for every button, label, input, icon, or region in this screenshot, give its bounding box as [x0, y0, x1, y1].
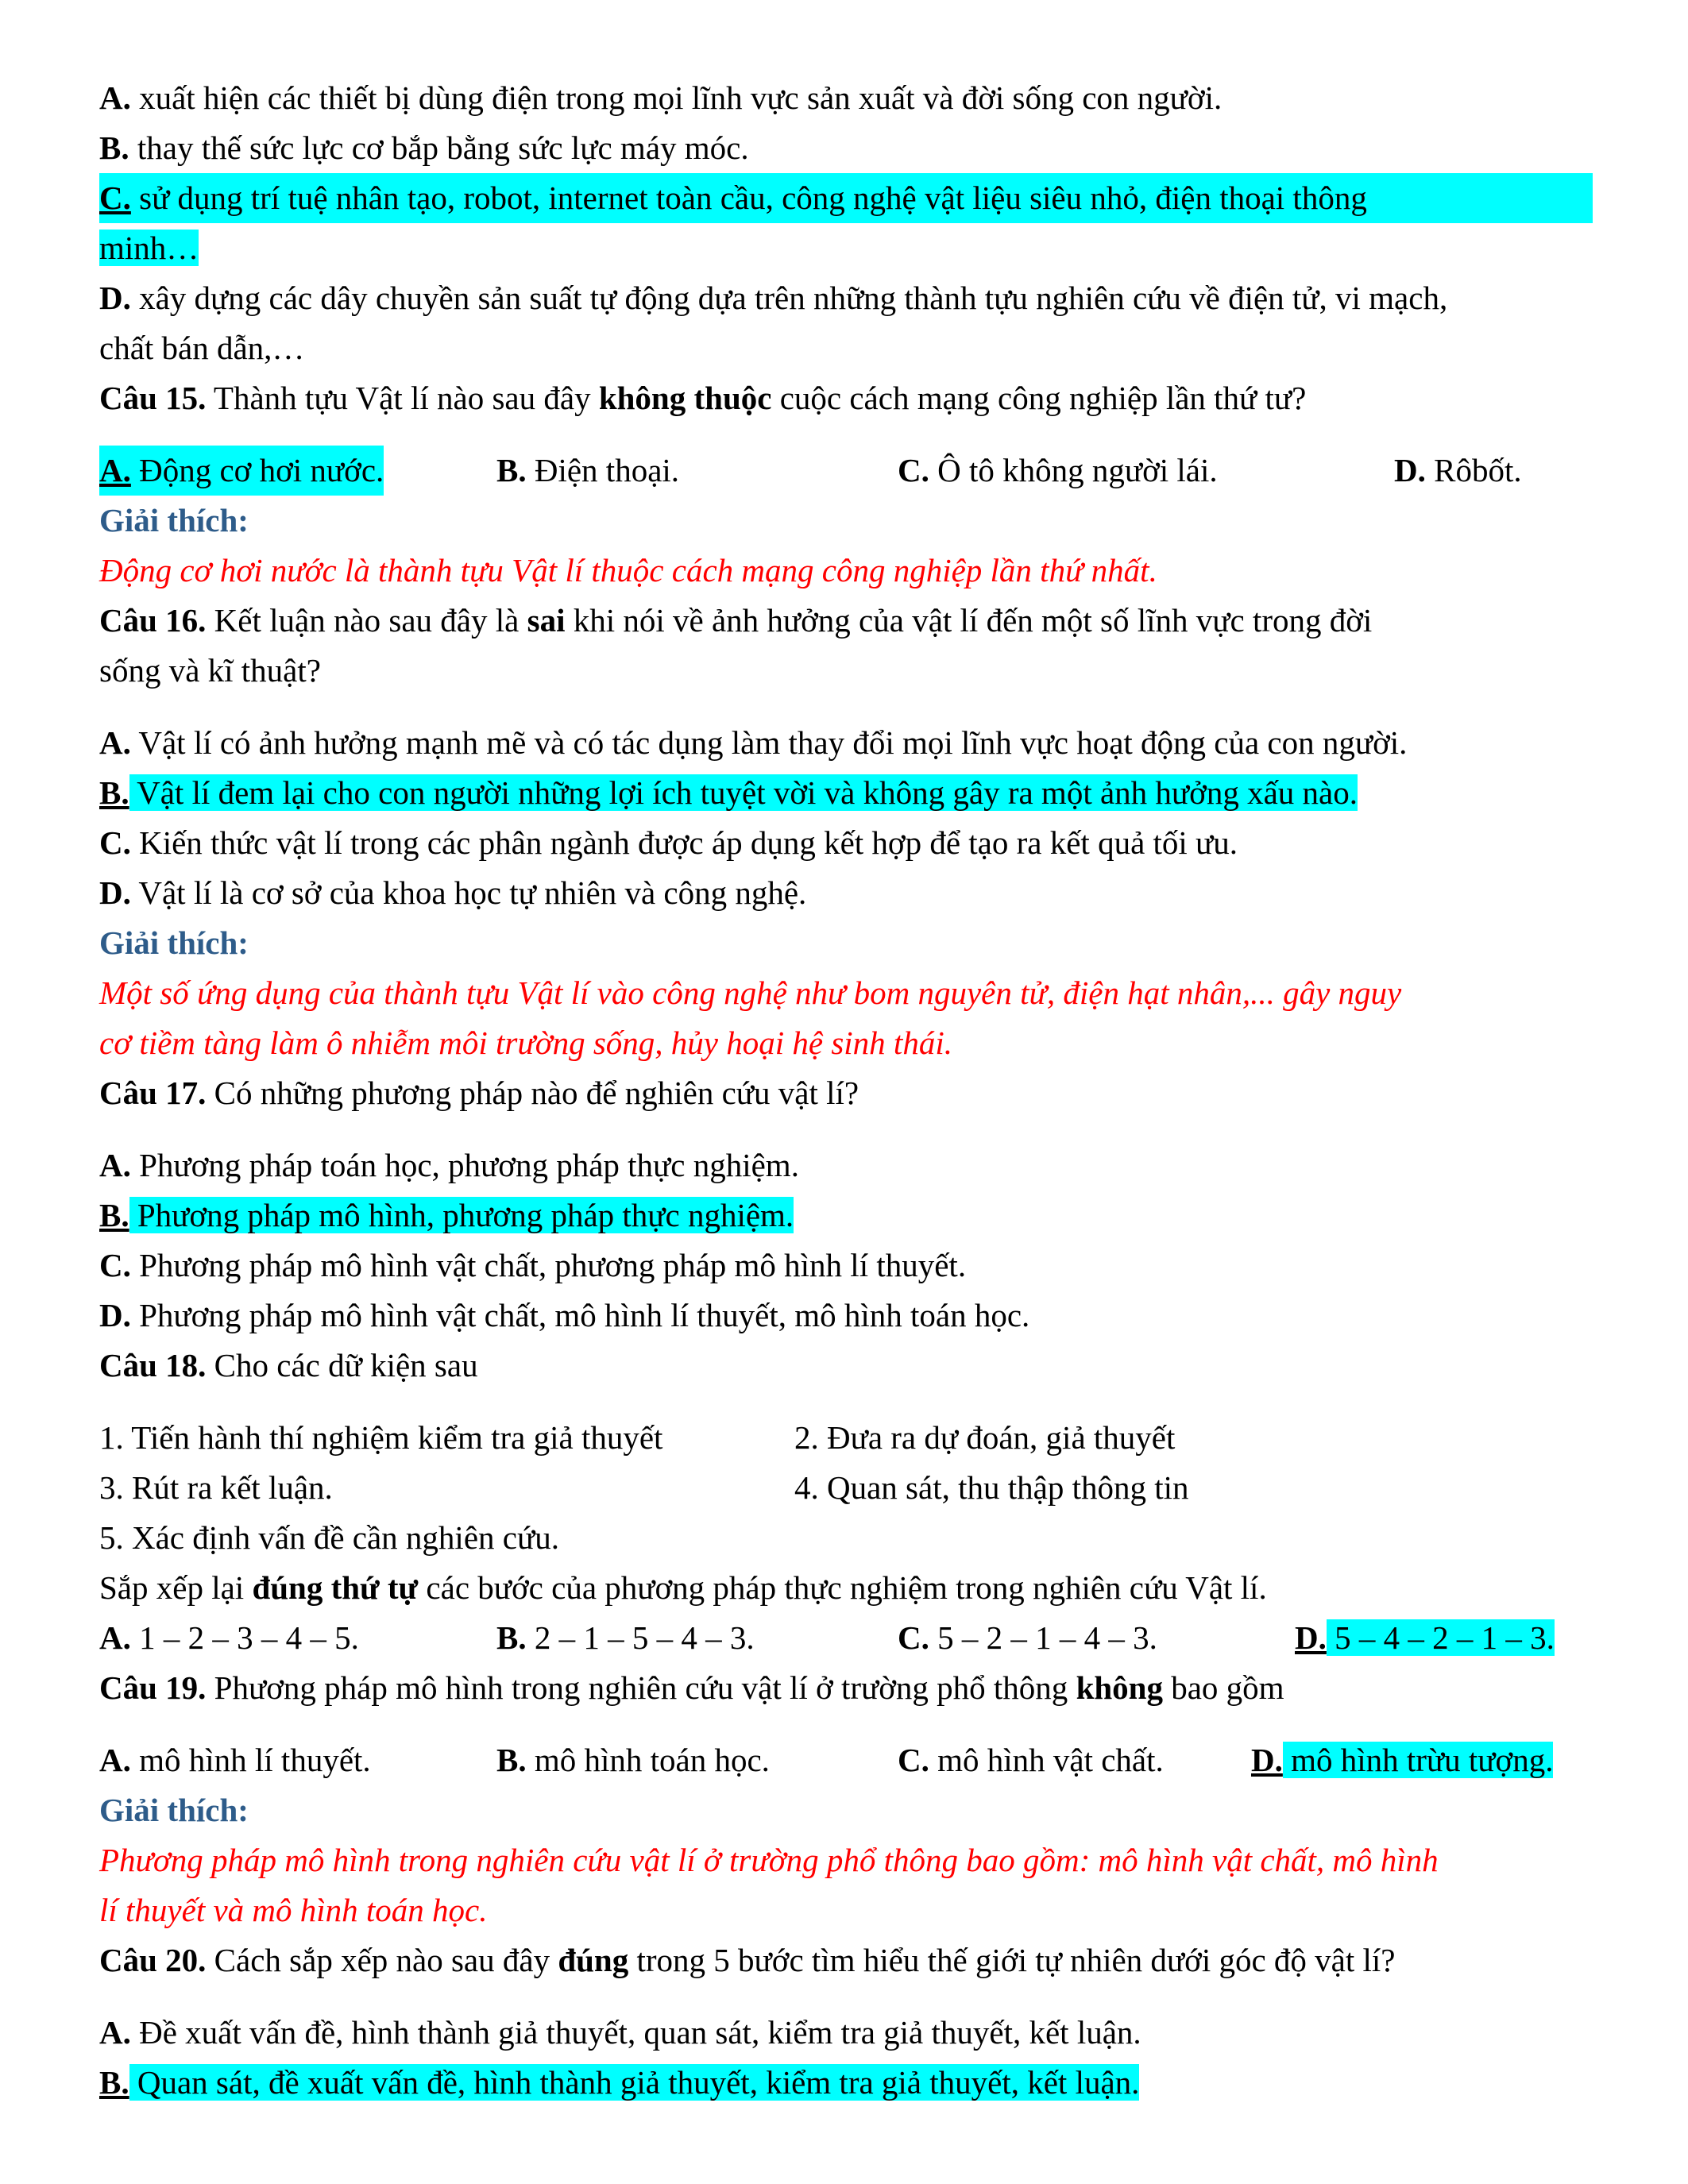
- option-label: C.: [99, 179, 131, 216]
- option-label: A.: [99, 1147, 131, 1183]
- q18-prompt: [99, 1563, 1593, 1613]
- option-text: mô hình trừu tượng.: [1282, 1742, 1554, 1778]
- q18-option-d-correct: [1295, 1613, 1555, 1663]
- option-text: thay thế sức lực cơ bắp bằng sức lực máy móc.: [129, 129, 749, 166]
- q15-option-b: [496, 446, 679, 496]
- question-text: Kết luận nào sau đây là: [206, 602, 527, 639]
- option-label: B.: [496, 452, 527, 488]
- option-label: C.: [99, 824, 131, 861]
- option-text: Phương pháp mô hình, phương pháp thực nghiệm.: [129, 1197, 794, 1233]
- q19-explain-text: Phương pháp mô hình trong nghiên cứu vật lí ở trường phổ thông bao gồm: mô hình vật chất, mô hình: [99, 1842, 1439, 1878]
- question-number: Câu 16.: [99, 602, 207, 639]
- option-label: C.: [898, 1619, 929, 1656]
- option-label: A.: [99, 724, 131, 761]
- q16-option-a: [99, 718, 1593, 768]
- question-emphasis: sai: [527, 602, 566, 639]
- option-text: sử dụng trí tuệ nhân tạo, robot, internet toàn cầu, công nghệ vật liệu siêu nhỏ, điện thoại thông: [130, 179, 1367, 216]
- option-label: C.: [898, 452, 929, 488]
- option-label: B.: [99, 2064, 129, 2101]
- option-text: 5 – 2 – 1 – 4 – 3.: [929, 1619, 1157, 1656]
- option-text: 2 – 1 – 5 – 4 – 3.: [526, 1619, 755, 1656]
- option-label: A.: [99, 452, 131, 488]
- q18-item-2: 2. Đưa ra dự đoán, giả thuyết: [794, 1419, 1176, 1456]
- q15-option-c: [898, 446, 1218, 496]
- question-text: Có những phương pháp nào để nghiên cứu vật lí?: [206, 1075, 859, 1111]
- option-label: D.: [99, 280, 131, 316]
- question-20: [99, 1935, 1593, 1985]
- question-emphasis: không: [1076, 1669, 1163, 1706]
- prompt-emphasis: đúng thứ tự: [252, 1569, 419, 1606]
- question-text: trong 5 bước tìm hiểu thế giới tự nhiên dưới góc độ vật lí?: [628, 1942, 1396, 1978]
- q18-item-5: 5. Xác định vấn đề cần nghiên cứu.: [99, 1519, 559, 1556]
- question-number: Câu 15.: [99, 380, 207, 416]
- q20-option-b-correct: [99, 2058, 1593, 2108]
- q16-option-b-correct: [99, 768, 1593, 818]
- option-text-continued: minh…: [99, 230, 199, 266]
- q14-option-b: [99, 123, 1593, 173]
- question-16: [99, 596, 1593, 646]
- question-number: Câu 18.: [99, 1347, 207, 1383]
- q18-option-a: [99, 1613, 359, 1663]
- q19-options-row: [99, 1735, 1593, 1785]
- q14-option-d: [99, 273, 1593, 323]
- option-text: Đề xuất vấn đề, hình thành giả thuyết, quan sát, kiểm tra giả thuyết, kết luận.: [130, 2014, 1141, 2051]
- q15-option-a-correct: [99, 446, 384, 496]
- option-label: D.: [99, 874, 131, 911]
- question-17: [99, 1068, 1593, 1118]
- option-label: A.: [99, 1742, 131, 1778]
- question-text: cuộc cách mạng công nghiệp lần thứ tư?: [771, 380, 1307, 416]
- q19-explain-text-continued: lí thuyết và mô hình toán học.: [99, 1892, 488, 1928]
- option-label: D.: [1251, 1742, 1283, 1778]
- question-text: Cách sắp xếp nào sau đây: [206, 1942, 558, 1978]
- q17-option-d: [99, 1291, 1593, 1341]
- q16-option-d: [99, 868, 1593, 918]
- q19-option-c: [898, 1735, 1164, 1785]
- q19-option-b: [496, 1735, 770, 1785]
- option-text: Ô tô không người lái.: [929, 452, 1218, 488]
- question-number: Câu 17.: [99, 1075, 207, 1111]
- option-text: Kiến thức vật lí trong các phân ngành được áp dụng kết hợp để tạo ra kết quả tối ưu.: [130, 824, 1238, 861]
- q17-option-b-correct: [99, 1190, 1593, 1241]
- prompt-text: các bước của phương pháp thực nghiệm trong nghiên cứu Vật lí.: [418, 1569, 1267, 1606]
- question-text: Cho các dữ kiện sau: [206, 1347, 478, 1383]
- q19-explain-title: Giải thích:: [99, 1792, 249, 1828]
- option-text: Rôbốt.: [1425, 452, 1522, 488]
- option-label: C.: [99, 1247, 131, 1283]
- option-label: D.: [1394, 452, 1426, 488]
- question-number: Câu 20.: [99, 1942, 207, 1978]
- q16-explain-title: Giải thích:: [99, 924, 249, 961]
- option-text: Phương pháp mô hình vật chất, phương pháp mô hình lí thuyết.: [130, 1247, 967, 1283]
- question-emphasis: đúng: [558, 1942, 629, 1978]
- q19-option-d-correct: [1251, 1735, 1553, 1785]
- question-text: Phương pháp mô hình trong nghiên cứu vật lí ở trường phổ thông: [206, 1669, 1076, 1706]
- option-label: C.: [898, 1742, 929, 1778]
- option-label: B.: [496, 1619, 527, 1656]
- document-page: [99, 73, 1593, 2108]
- q14-option-a: [99, 73, 1593, 123]
- question-18: [99, 1341, 1593, 1391]
- q20-option-a: [99, 2008, 1593, 2058]
- q18-option-b: [496, 1613, 755, 1663]
- option-label: D.: [99, 1297, 131, 1333]
- question-text: bao gồm: [1162, 1669, 1284, 1706]
- option-label: A.: [99, 2014, 131, 2051]
- option-text: xuất hiện các thiết bị dùng điện trong mọi lĩnh vực sản xuất và đời sống con người.: [130, 79, 1223, 116]
- question-text: khi nói về ảnh hưởng của vật lí đến một số lĩnh vực trong đời: [565, 602, 1373, 639]
- option-text: Phương pháp toán học, phương pháp thực nghiệm.: [130, 1147, 799, 1183]
- q17-option-c: [99, 1241, 1593, 1291]
- q15-explain-text: Động cơ hơi nước là thành tựu Vật lí thuộc cách mạng công nghiệp lần thứ nhất.: [99, 552, 1157, 588]
- q18-item-3: 3. Rút ra kết luận.: [99, 1469, 333, 1506]
- question-15: [99, 373, 1593, 423]
- question-text-continued: sống và kĩ thuật?: [99, 652, 321, 689]
- option-label: B.: [99, 1197, 129, 1233]
- q16-explain-text: Một số ứng dụng của thành tựu Vật lí vào công nghệ như bom nguyên tử, điện hạt nhân,... gây nguy: [99, 974, 1402, 1011]
- option-text: Phương pháp mô hình vật chất, mô hình lí thuyết, mô hình toán học.: [130, 1297, 1030, 1333]
- option-text: Quan sát, đề xuất vấn đề, hình thành giả thuyết, kiểm tra giả thuyết, kết luận.: [129, 2064, 1140, 2101]
- q18-options-row: [99, 1613, 1593, 1663]
- option-label: B.: [99, 774, 129, 811]
- option-text: mô hình vật chất.: [929, 1742, 1164, 1778]
- option-text: 1 – 2 – 3 – 4 – 5.: [130, 1619, 359, 1656]
- q16-option-c: [99, 818, 1593, 868]
- q15-option-d: [1394, 446, 1522, 496]
- q16-explain-text-continued: cơ tiềm tàng làm ô nhiễm môi trường sống, hủy hoại hệ sinh thái.: [99, 1024, 952, 1061]
- q18-items-row-2: [99, 1463, 1593, 1513]
- option-text: Vật lí là cơ sở của khoa học tự nhiên và công nghệ.: [130, 874, 807, 911]
- q19-option-a: [99, 1735, 371, 1785]
- question-19: [99, 1663, 1593, 1713]
- question-text: Thành tựu Vật lí nào sau đây: [206, 380, 599, 416]
- q15-options-row: [99, 446, 1593, 496]
- prompt-text: Sắp xếp lại: [99, 1569, 253, 1606]
- question-emphasis: không thuộc: [598, 380, 772, 416]
- option-label: B.: [496, 1742, 527, 1778]
- option-text-continued: chất bán dẫn,…: [99, 330, 305, 366]
- option-label: D.: [1295, 1619, 1327, 1656]
- q18-item-4: 4. Quan sát, thu thập thông tin: [794, 1469, 1189, 1506]
- option-text: Vật lí đem lại cho con người những lợi ích tuyệt vời và không gây ra một ảnh hưởng xấu nào.: [129, 774, 1358, 811]
- option-text: mô hình toán học.: [526, 1742, 770, 1778]
- q15-explain-title: Giải thích:: [99, 502, 249, 538]
- question-number: Câu 19.: [99, 1669, 207, 1706]
- q14-option-c-correct: [99, 173, 1593, 223]
- option-text: xây dựng các dây chuyền sản suất tự động dựa trên những thành tựu nghiên cứu về điện tử, vi mạch,: [130, 280, 1448, 316]
- option-text: Điện thoại.: [526, 452, 680, 488]
- option-text: Vật lí có ảnh hưởng mạnh mẽ và có tác dụng làm thay đổi mọi lĩnh vực hoạt động của con người.: [130, 724, 1408, 761]
- q17-option-a: [99, 1140, 1593, 1190]
- option-text: Động cơ hơi nước.: [130, 452, 384, 488]
- option-label: B.: [99, 129, 129, 166]
- q18-option-c: [898, 1613, 1157, 1663]
- option-label: A.: [99, 1619, 131, 1656]
- q18-items-row-1: [99, 1413, 1593, 1463]
- option-text: mô hình lí thuyết.: [130, 1742, 371, 1778]
- q18-item-1: 1. Tiến hành thí nghiệm kiểm tra giả thuyết: [99, 1419, 663, 1456]
- option-text: 5 – 4 – 2 – 1 – 3.: [1326, 1619, 1555, 1656]
- option-label: A.: [99, 79, 131, 116]
